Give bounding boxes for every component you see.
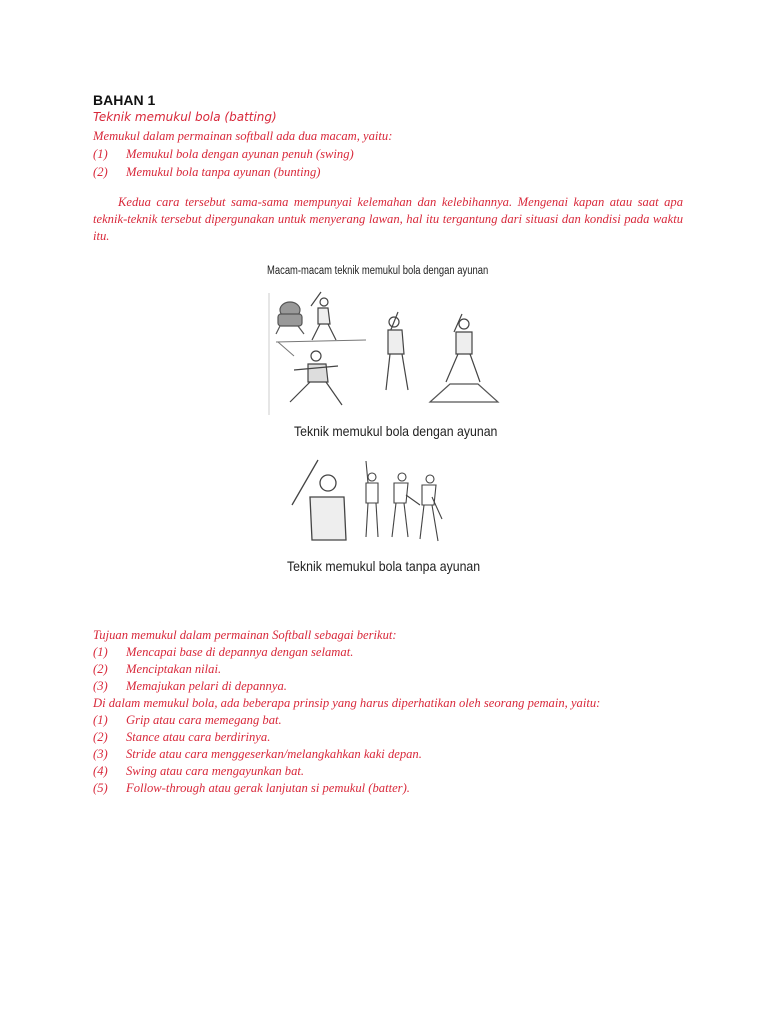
goal-item xyxy=(93,644,353,661)
section-heading: BAHAN 1 xyxy=(93,92,156,108)
list-number: (2) xyxy=(93,730,108,744)
list-number: (1) xyxy=(93,645,108,659)
batting-swing-illustration-icon xyxy=(266,290,506,415)
figure2-caption: Teknik memukul bola tanpa ayunan xyxy=(287,558,481,574)
list-number: (3) xyxy=(93,679,108,693)
type-item xyxy=(93,146,354,163)
section-subheading: Teknik memukul bola (batting) xyxy=(93,110,277,124)
list-text: Stride atau cara menggeserkan/melangkahkan kaki depan. xyxy=(126,747,422,761)
goal-item xyxy=(93,661,221,678)
intro-text: Memukul dalam permainan softball ada dua macam, yaitu: xyxy=(93,129,393,143)
figure2-illustration xyxy=(280,455,460,550)
list-number: (1) xyxy=(93,147,108,161)
principle-item xyxy=(93,763,304,780)
goals-intro: Tujuan memukul dalam permainan Softball sebagai berikut: xyxy=(93,628,397,642)
paragraph-text: Kedua cara tersebut sama-sama mempunyai kelemahan dan kelebihannya. Mengenai kapan atau saat apa teknik-teknik tersebut dipergunakan untuk menyerang lawan, hal itu tergantung dari situasi dan kondisi pada waktu itu. xyxy=(93,194,683,243)
list-text: Memajukan pelari di depannya. xyxy=(126,679,287,693)
list-number: (2) xyxy=(93,165,108,179)
list-text: Memukul bola tanpa ayunan (bunting) xyxy=(126,165,321,179)
list-number: (4) xyxy=(93,764,108,778)
goal-item xyxy=(93,678,287,695)
figure1-illustration xyxy=(266,290,506,415)
list-number: (1) xyxy=(93,713,108,727)
list-text: Mencapai base di depannya dengan selamat. xyxy=(126,645,354,659)
principle-item xyxy=(93,746,422,763)
list-text: Follow-through atau gerak lanjutan si pemukul (batter). xyxy=(126,781,410,795)
list-text: Stance atau cara berdirinya. xyxy=(126,730,271,744)
principle-item xyxy=(93,729,270,746)
list-number: (2) xyxy=(93,662,108,676)
principle-item xyxy=(93,780,410,797)
list-text: Grip atau cara memegang bat. xyxy=(126,713,282,727)
list-text: Menciptakan nilai. xyxy=(126,662,222,676)
body-paragraph xyxy=(93,194,683,245)
principles-intro: Di dalam memukul bola, ada beberapa prinsip yang harus diperhatikan oleh seorang pemain, yaitu: xyxy=(93,696,601,710)
type-item xyxy=(93,164,320,181)
list-number: (5) xyxy=(93,781,108,795)
list-text: Swing atau cara mengayunkan bat. xyxy=(126,764,305,778)
list-text: Memukul bola dengan ayunan penuh (swing) xyxy=(126,147,354,161)
principle-item xyxy=(93,712,282,729)
figure1-caption: Teknik memukul bola dengan ayunan xyxy=(294,423,498,439)
list-number: (3) xyxy=(93,747,108,761)
figure1-title: Macam-macam teknik memukul bola dengan ayunan xyxy=(267,265,489,277)
bunting-illustration-icon xyxy=(280,455,460,550)
